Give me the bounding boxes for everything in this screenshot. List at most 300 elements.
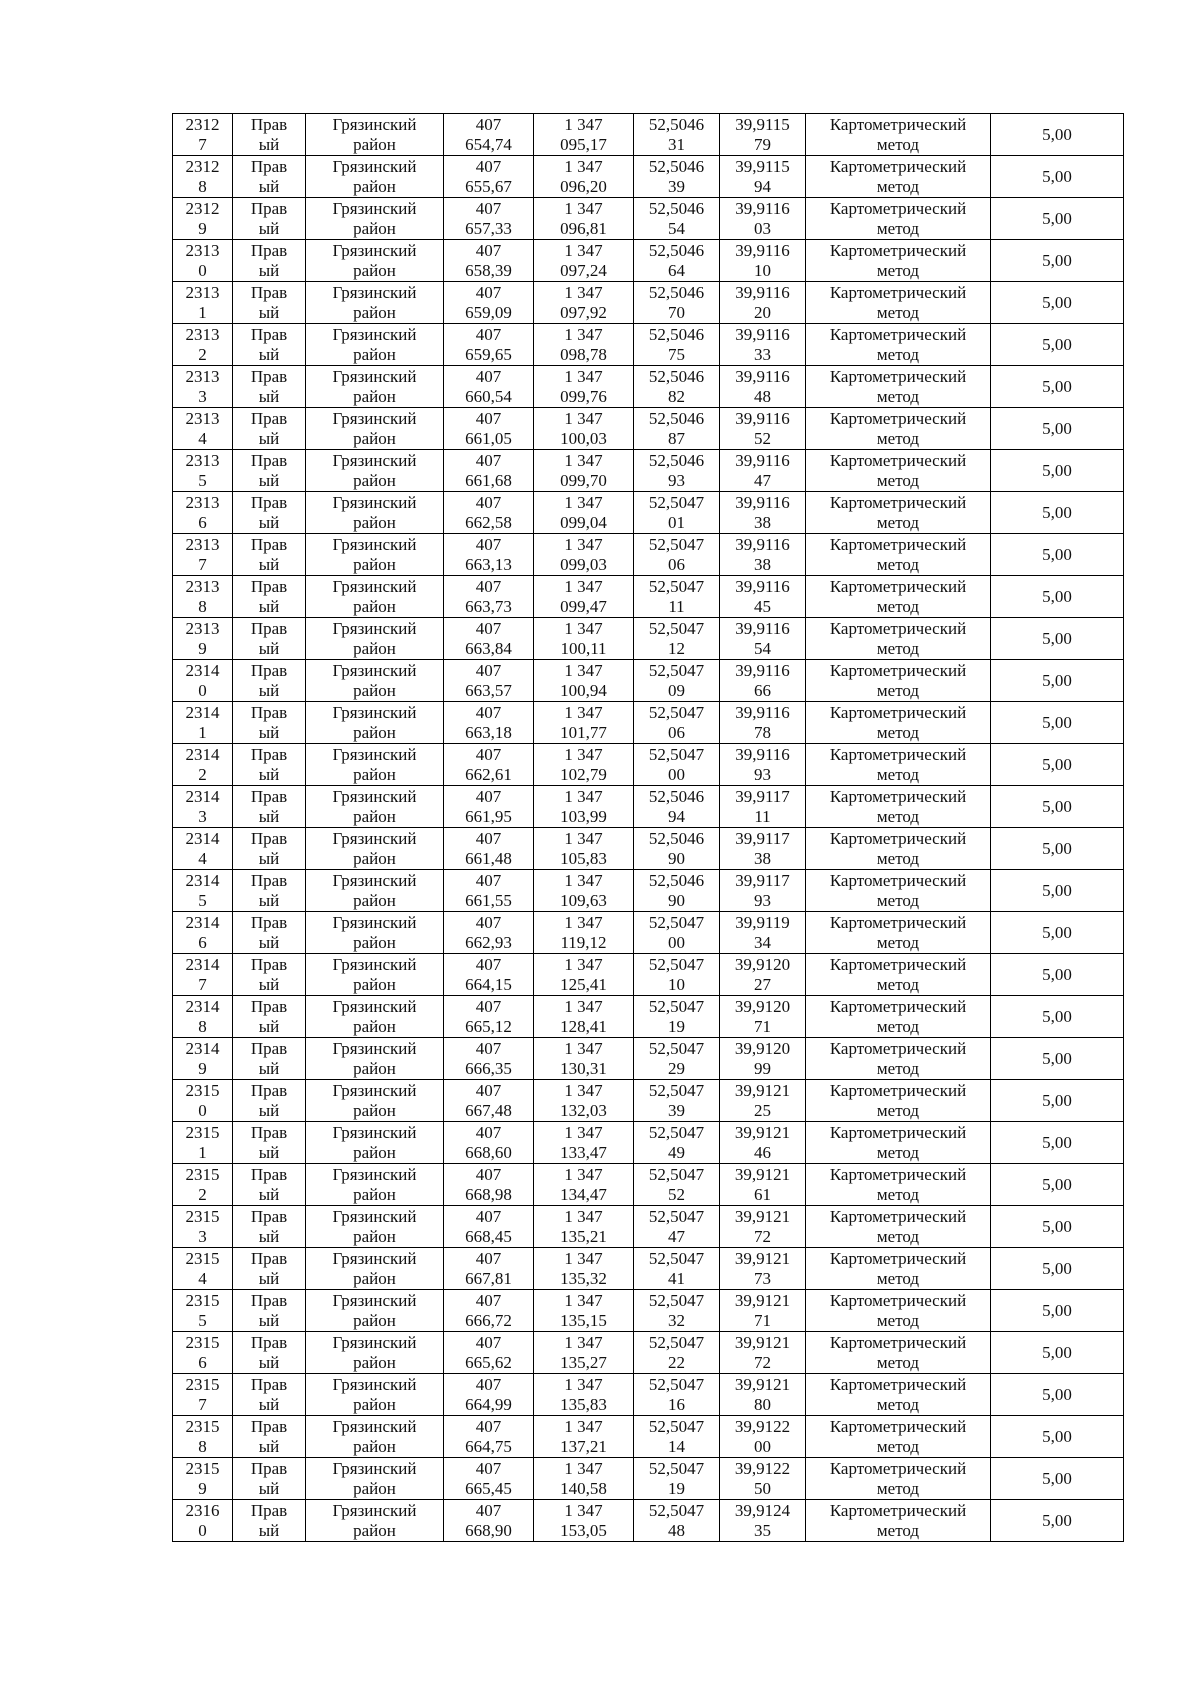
cell-text-line: 1 347 xyxy=(564,1206,603,1226)
district-cell xyxy=(306,1038,444,1080)
method-cell xyxy=(806,1038,991,1080)
cell-text-line: 39,9117 xyxy=(735,870,790,890)
x-coordinate-cell xyxy=(444,870,534,912)
table-row xyxy=(173,408,1124,450)
cell-text-line: район xyxy=(353,386,396,406)
table-row xyxy=(173,1374,1124,1416)
cell-text-line: 5,00 xyxy=(1042,670,1072,690)
longitude-cell xyxy=(720,576,806,618)
latitude-cell xyxy=(634,1122,720,1164)
point-number-cell xyxy=(173,1416,233,1458)
cell-text-line: 1 347 xyxy=(564,1164,603,1184)
cell-text-line: 407 xyxy=(475,576,502,596)
latitude-cell xyxy=(634,1458,720,1500)
cell-text-line: 5,00 xyxy=(1042,1048,1072,1068)
cell-text-line: 8 xyxy=(198,596,207,616)
cell-text-line: 03 xyxy=(754,218,771,238)
cell-text-line: район xyxy=(353,890,396,910)
cell-text-line: район xyxy=(353,1016,396,1036)
cell-text-line: 1 347 xyxy=(564,450,603,470)
cell-text-line: 39,9116 xyxy=(735,282,790,302)
cell-text-line: 407 xyxy=(475,870,502,890)
y-coordinate-cell xyxy=(534,954,634,996)
cell-text-line: 1 347 xyxy=(564,786,603,806)
cell-text-line: 54 xyxy=(754,638,771,658)
bank-side-cell xyxy=(233,954,306,996)
cell-text-line: 3 xyxy=(198,806,207,826)
point-number-cell xyxy=(173,1080,233,1122)
cell-text-line: 135,21 xyxy=(560,1226,607,1246)
cell-text-line: район xyxy=(353,1100,396,1120)
cell-text-line: Прав xyxy=(250,744,288,764)
point-number-cell xyxy=(173,324,233,366)
table-row xyxy=(173,954,1124,996)
cell-text-line: Прав xyxy=(250,1038,288,1058)
cell-text-line: 5,00 xyxy=(1042,1342,1072,1362)
cell-text-line: район xyxy=(353,512,396,532)
cell-text-line: 39,9116 xyxy=(735,240,790,260)
cell-text-line: район xyxy=(353,1478,396,1498)
longitude-cell xyxy=(720,324,806,366)
bank-side-cell xyxy=(233,1458,306,1500)
point-number-cell xyxy=(173,912,233,954)
cell-text-line: 82 xyxy=(668,386,685,406)
cell-text-line: 2314 xyxy=(185,786,220,806)
accuracy-cell xyxy=(991,954,1124,996)
x-coordinate-cell xyxy=(444,282,534,324)
cell-text-line: 2315 xyxy=(185,1290,220,1310)
cell-text-line: Прав xyxy=(250,408,288,428)
cell-text-line: 19 xyxy=(668,1016,685,1036)
cell-text-line: Картометрический xyxy=(829,324,967,344)
cell-text-line: 7 xyxy=(198,134,207,154)
latitude-cell xyxy=(634,1206,720,1248)
cell-text-line: метод xyxy=(876,806,920,826)
cell-text-line: 52,5046 xyxy=(648,156,705,176)
cell-text-line: метод xyxy=(876,512,920,532)
x-coordinate-cell xyxy=(444,786,534,828)
cell-text-line: 663,57 xyxy=(465,680,512,700)
cell-text-line: 52,5047 xyxy=(648,744,705,764)
table-row xyxy=(173,282,1124,324)
cell-text-line: 39,9121 xyxy=(734,1248,791,1268)
cell-text-line: 46 xyxy=(754,1142,771,1162)
cell-text-line: 1 347 xyxy=(564,1500,603,1520)
cell-text-line: 661,55 xyxy=(465,890,512,910)
district-cell xyxy=(306,1500,444,1542)
cell-text-line: 097,92 xyxy=(560,302,607,322)
cell-text-line: 100,94 xyxy=(560,680,607,700)
y-coordinate-cell xyxy=(534,1290,634,1332)
cell-text-line: 5,00 xyxy=(1042,1090,1072,1110)
bank-side-cell xyxy=(233,996,306,1038)
y-coordinate-cell xyxy=(534,1206,634,1248)
table-row xyxy=(173,828,1124,870)
table-row xyxy=(173,492,1124,534)
x-coordinate-cell xyxy=(444,114,534,156)
method-cell xyxy=(806,324,991,366)
cell-text-line: 39,9116 xyxy=(735,366,790,386)
cell-text-line: 39,9117 xyxy=(735,786,790,806)
cell-text-line: 1 347 xyxy=(564,744,603,764)
cell-text-line: 1 347 xyxy=(564,1080,603,1100)
cell-text-line: Грязинский xyxy=(332,1332,417,1352)
cell-text-line: 2 xyxy=(198,344,207,364)
accuracy-cell xyxy=(991,1164,1124,1206)
cell-text-line: 39,9122 xyxy=(734,1416,791,1436)
cell-text-line: 52,5046 xyxy=(648,324,705,344)
cell-text-line: Грязинский xyxy=(332,1500,417,1520)
accuracy-cell xyxy=(991,1332,1124,1374)
accuracy-cell xyxy=(991,870,1124,912)
cell-text-line: 6 xyxy=(198,1352,207,1372)
cell-text-line: 1 347 xyxy=(564,576,603,596)
method-cell xyxy=(806,240,991,282)
cell-text-line: Грязинский xyxy=(332,576,417,596)
longitude-cell xyxy=(720,828,806,870)
accuracy-cell xyxy=(991,282,1124,324)
cell-text-line: 1 347 xyxy=(564,1122,603,1142)
cell-text-line: 34 xyxy=(754,932,771,952)
cell-text-line: 00 xyxy=(754,1436,771,1456)
cell-text-line: Прав xyxy=(250,996,288,1016)
cell-text-line: Грязинский xyxy=(332,450,417,470)
method-cell xyxy=(806,1122,991,1164)
method-cell xyxy=(806,282,991,324)
cell-text-line: 654,74 xyxy=(465,134,512,154)
cell-text-line: Грязинский xyxy=(332,702,417,722)
cell-text-line: 2314 xyxy=(185,828,220,848)
point-number-cell xyxy=(173,1206,233,1248)
x-coordinate-cell xyxy=(444,324,534,366)
cell-text-line: Грязинский xyxy=(332,156,417,176)
cell-text-line: 12 xyxy=(668,638,685,658)
accuracy-cell xyxy=(991,324,1124,366)
cell-text-line: 27 xyxy=(754,974,771,994)
cell-text-line: 8 xyxy=(198,1436,207,1456)
latitude-cell xyxy=(634,492,720,534)
cell-text-line: 1 347 xyxy=(564,1332,603,1352)
accuracy-cell xyxy=(991,1038,1124,1080)
cell-text-line: 5,00 xyxy=(1042,880,1072,900)
y-coordinate-cell xyxy=(534,1374,634,1416)
point-number-cell xyxy=(173,744,233,786)
accuracy-cell xyxy=(991,702,1124,744)
cell-text-line: 39,9121 xyxy=(734,1290,791,1310)
cell-text-line: ый xyxy=(258,386,280,406)
cell-text-line: 5 xyxy=(198,470,207,490)
point-number-cell xyxy=(173,1290,233,1332)
cell-text-line: 01 xyxy=(668,512,685,532)
cell-text-line: Прав xyxy=(250,1248,288,1268)
x-coordinate-cell xyxy=(444,156,534,198)
table-row xyxy=(173,1416,1124,1458)
cell-text-line: 39,9121 xyxy=(734,1374,791,1394)
cell-text-line: 39,9116 xyxy=(735,324,790,344)
longitude-cell xyxy=(720,1374,806,1416)
cell-text-line: 5,00 xyxy=(1042,1468,1072,1488)
point-number-cell xyxy=(173,870,233,912)
cell-text-line: 5,00 xyxy=(1042,796,1072,816)
method-cell xyxy=(806,660,991,702)
cell-text-line: 9 xyxy=(198,638,207,658)
cell-text-line: 93 xyxy=(754,890,771,910)
cell-text-line: Картометрический xyxy=(829,1416,967,1436)
bank-side-cell xyxy=(233,534,306,576)
cell-text-line: 5,00 xyxy=(1042,292,1072,312)
cell-text-line: Грязинский xyxy=(332,744,417,764)
cell-text-line: Картометрический xyxy=(829,1458,967,1478)
longitude-cell xyxy=(720,912,806,954)
cell-text-line: ый xyxy=(258,974,280,994)
x-coordinate-cell xyxy=(444,1164,534,1206)
cell-text-line: 52,5047 xyxy=(648,1164,705,1184)
district-cell xyxy=(306,156,444,198)
y-coordinate-cell xyxy=(534,324,634,366)
cell-text-line: 407 xyxy=(475,954,502,974)
bank-side-cell xyxy=(233,702,306,744)
cell-text-line: ый xyxy=(258,1520,280,1540)
cell-text-line: Прав xyxy=(250,450,288,470)
bank-side-cell xyxy=(233,744,306,786)
cell-text-line: 52,5047 xyxy=(648,1332,705,1352)
cell-text-line: Грязинский xyxy=(332,408,417,428)
longitude-cell xyxy=(720,786,806,828)
cell-text-line: 2315 xyxy=(185,1374,220,1394)
cell-text-line: 7 xyxy=(198,974,207,994)
table-row xyxy=(173,1038,1124,1080)
y-coordinate-cell xyxy=(534,198,634,240)
table-row xyxy=(173,1164,1124,1206)
point-number-cell xyxy=(173,576,233,618)
district-cell xyxy=(306,660,444,702)
point-number-cell xyxy=(173,1122,233,1164)
accuracy-cell xyxy=(991,1206,1124,1248)
x-coordinate-cell xyxy=(444,1416,534,1458)
cell-text-line: ый xyxy=(258,1310,280,1330)
district-cell xyxy=(306,954,444,996)
cell-text-line: ый xyxy=(258,1184,280,1204)
longitude-cell xyxy=(720,282,806,324)
cell-text-line: Картометрический xyxy=(829,156,967,176)
cell-text-line: 72 xyxy=(754,1226,771,1246)
point-number-cell xyxy=(173,1332,233,1374)
cell-text-line: район xyxy=(353,764,396,784)
y-coordinate-cell xyxy=(534,576,634,618)
longitude-cell xyxy=(720,618,806,660)
bank-side-cell xyxy=(233,156,306,198)
cell-text-line: 2313 xyxy=(185,240,220,260)
cell-text-line: Грязинский xyxy=(332,114,417,134)
latitude-cell xyxy=(634,114,720,156)
cell-text-line: Грязинский xyxy=(332,1290,417,1310)
cell-text-line: 130,31 xyxy=(560,1058,607,1078)
cell-text-line: район xyxy=(353,722,396,742)
district-cell xyxy=(306,1332,444,1374)
cell-text-line: 52,5047 xyxy=(648,660,705,680)
cell-text-line: Прав xyxy=(250,114,288,134)
cell-text-line: 5,00 xyxy=(1042,544,1072,564)
longitude-cell xyxy=(720,366,806,408)
longitude-cell xyxy=(720,660,806,702)
cell-text-line: район xyxy=(353,1520,396,1540)
cell-text-line: Прав xyxy=(250,702,288,722)
cell-text-line: ый xyxy=(258,344,280,364)
cell-text-line: 5,00 xyxy=(1042,460,1072,480)
method-cell xyxy=(806,534,991,576)
y-coordinate-cell xyxy=(534,744,634,786)
cell-text-line: Грязинский xyxy=(332,1248,417,1268)
cell-text-line: 099,47 xyxy=(560,596,607,616)
cell-text-line: 39,9115 xyxy=(735,114,790,134)
table-row xyxy=(173,240,1124,282)
cell-text-line: Прав xyxy=(250,828,288,848)
cell-text-line: район xyxy=(353,1268,396,1288)
cell-text-line: метод xyxy=(876,1226,920,1246)
cell-text-line: 5,00 xyxy=(1042,586,1072,606)
cell-text-line: 407 xyxy=(475,786,502,806)
cell-text-line: 48 xyxy=(754,386,771,406)
cell-text-line: 52,5047 xyxy=(648,1206,705,1226)
cell-text-line: ый xyxy=(258,470,280,490)
cell-text-line: Картометрический xyxy=(829,660,967,680)
cell-text-line: район xyxy=(353,680,396,700)
cell-text-line: 5,00 xyxy=(1042,1384,1072,1404)
longitude-cell xyxy=(720,1500,806,1542)
cell-text-line: 667,81 xyxy=(465,1268,512,1288)
district-cell xyxy=(306,450,444,492)
cell-text-line: 407 xyxy=(475,1290,502,1310)
cell-text-line: метод xyxy=(876,218,920,238)
cell-text-line: 39,9116 xyxy=(735,618,790,638)
latitude-cell xyxy=(634,1038,720,1080)
y-coordinate-cell xyxy=(534,114,634,156)
district-cell xyxy=(306,408,444,450)
cell-text-line: 135,32 xyxy=(560,1268,607,1288)
cell-text-line: Картометрический xyxy=(829,1206,967,1226)
cell-text-line: Прав xyxy=(250,1374,288,1394)
x-coordinate-cell xyxy=(444,1038,534,1080)
cell-text-line: метод xyxy=(876,302,920,322)
cell-text-line: 39,9116 xyxy=(735,534,790,554)
cell-text-line: 8 xyxy=(198,176,207,196)
method-cell xyxy=(806,366,991,408)
cell-text-line: 407 xyxy=(475,156,502,176)
cell-text-line: 39 xyxy=(668,176,685,196)
cell-text-line: 90 xyxy=(668,890,685,910)
cell-text-line: 407 xyxy=(475,744,502,764)
accuracy-cell xyxy=(991,1080,1124,1122)
bank-side-cell xyxy=(233,660,306,702)
cell-text-line: 52,5047 xyxy=(648,1290,705,1310)
point-number-cell xyxy=(173,1248,233,1290)
point-number-cell xyxy=(173,240,233,282)
cell-text-line: 5,00 xyxy=(1042,334,1072,354)
cell-text-line: 2314 xyxy=(185,702,220,722)
bank-side-cell xyxy=(233,1248,306,1290)
district-cell xyxy=(306,1164,444,1206)
method-cell xyxy=(806,828,991,870)
cell-text-line: 097,24 xyxy=(560,260,607,280)
cell-text-line: 90 xyxy=(668,848,685,868)
cell-text-line: 663,18 xyxy=(465,722,512,742)
table-body xyxy=(173,114,1124,1542)
cell-text-line: 94 xyxy=(668,806,685,826)
cell-text-line: Грязинский xyxy=(332,996,417,1016)
cell-text-line: 119,12 xyxy=(560,932,607,952)
cell-text-line: 7 xyxy=(198,1394,207,1414)
cell-text-line: Грязинский xyxy=(332,366,417,386)
y-coordinate-cell xyxy=(534,786,634,828)
cell-text-line: метод xyxy=(876,176,920,196)
cell-text-line: 52,5047 xyxy=(648,996,705,1016)
longitude-cell xyxy=(720,1038,806,1080)
cell-text-line: метод xyxy=(876,260,920,280)
longitude-cell xyxy=(720,114,806,156)
bank-side-cell xyxy=(233,240,306,282)
cell-text-line: 407 xyxy=(475,1038,502,1058)
cell-text-line: 33 xyxy=(754,344,771,364)
district-cell xyxy=(306,870,444,912)
cell-text-line: Картометрический xyxy=(829,1374,967,1394)
cell-text-line: 5,00 xyxy=(1042,1174,1072,1194)
cell-text-line: Прав xyxy=(250,954,288,974)
cell-text-line: Прав xyxy=(250,156,288,176)
cell-text-line: метод xyxy=(876,680,920,700)
cell-text-line: район xyxy=(353,302,396,322)
cell-text-line: Картометрический xyxy=(829,996,967,1016)
cell-text-line: 87 xyxy=(668,428,685,448)
bank-side-cell xyxy=(233,1206,306,1248)
x-coordinate-cell xyxy=(444,1290,534,1332)
cell-text-line: 39,9121 xyxy=(734,1122,791,1142)
cell-text-line: 2312 xyxy=(185,198,220,218)
y-coordinate-cell xyxy=(534,1038,634,1080)
accuracy-cell xyxy=(991,198,1124,240)
x-coordinate-cell xyxy=(444,198,534,240)
cell-text-line: 664,15 xyxy=(465,974,512,994)
cell-text-line: 664,99 xyxy=(465,1394,512,1414)
cell-text-line: 407 xyxy=(475,450,502,470)
point-number-cell xyxy=(173,450,233,492)
table-row xyxy=(173,576,1124,618)
cell-text-line: 94 xyxy=(754,176,771,196)
cell-text-line: метод xyxy=(876,1478,920,1498)
cell-text-line: 38 xyxy=(754,554,771,574)
cell-text-line: 52,5046 xyxy=(648,366,705,386)
accuracy-cell xyxy=(991,1374,1124,1416)
cell-text-line: 52,5046 xyxy=(648,114,705,134)
cell-text-line: 52,5046 xyxy=(648,240,705,260)
point-number-cell xyxy=(173,660,233,702)
method-cell xyxy=(806,954,991,996)
cell-text-line: 5,00 xyxy=(1042,166,1072,186)
cell-text-line: Грязинский xyxy=(332,198,417,218)
cell-text-line: 5 xyxy=(198,890,207,910)
cell-text-line: 52,5046 xyxy=(648,870,705,890)
cell-text-line: ый xyxy=(258,722,280,742)
cell-text-line: 1 347 xyxy=(564,660,603,680)
cell-text-line: 47 xyxy=(754,470,771,490)
table-row xyxy=(173,1458,1124,1500)
cell-text-line: 665,12 xyxy=(465,1016,512,1036)
cell-text-line: 133,47 xyxy=(560,1142,607,1162)
cell-text-line: 659,65 xyxy=(465,344,512,364)
cell-text-line: 52,5047 xyxy=(648,1248,705,1268)
cell-text-line: Прав xyxy=(250,912,288,932)
cell-text-line: 657,33 xyxy=(465,218,512,238)
cell-text-line: Грязинский xyxy=(332,1374,417,1394)
